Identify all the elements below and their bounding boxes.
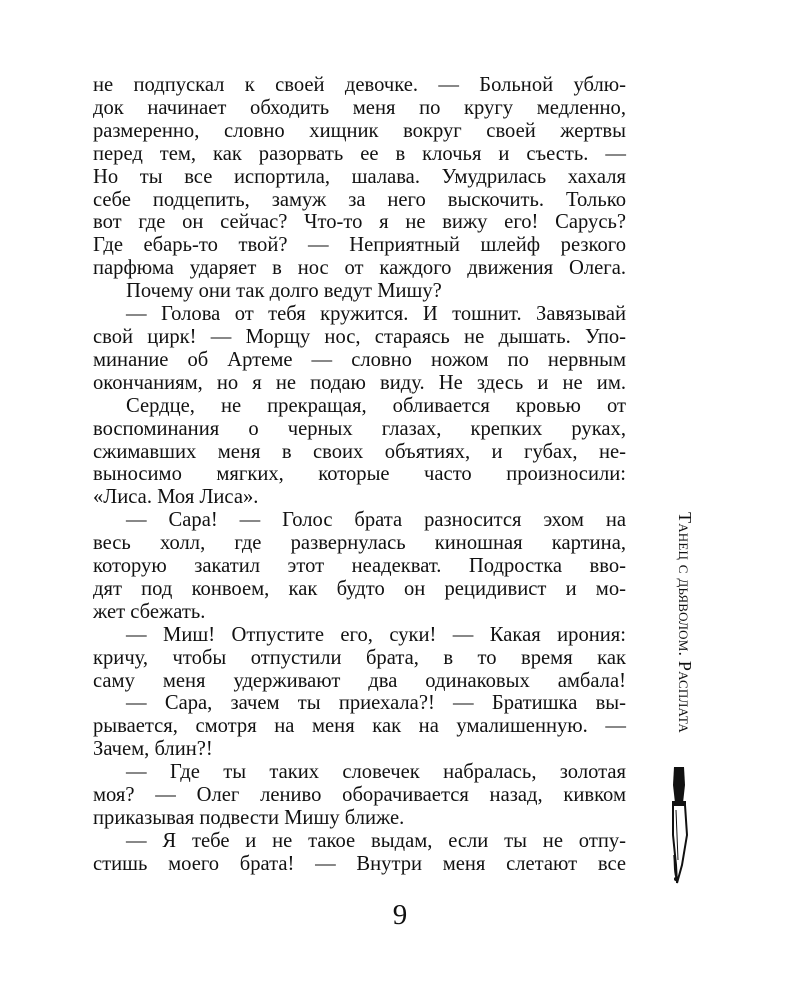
text-line: не подпускал к своей девочке. — Больной ублю- <box>93 74 626 96</box>
text-line: выносимо мягких, которые часто произносили: <box>93 463 626 486</box>
text-line: Почему они так долго ведут Мишу? <box>126 280 442 303</box>
knife-icon <box>660 765 696 885</box>
text-line: кричу, чтобы отпустили брата, в то время как <box>93 646 626 669</box>
text-line: «Лиса. Моя Лиса». <box>93 486 259 509</box>
page-number: 9 <box>392 899 408 931</box>
text-line: — Миш! Отпустите его, суки! — Какая ирония: <box>126 623 626 646</box>
running-title: Танец с дьяволом. Расплата <box>675 512 695 734</box>
text-line: — Сара, зачем ты приехала?! — Братишка вы- <box>126 692 626 715</box>
text-line: Но ты все испортила, шалава. Умудрилась хахаля <box>93 165 626 188</box>
text-line: парфюма ударяет в нос от каждого движения Олега. <box>93 257 626 280</box>
text-line: Зачем, блин?! <box>93 738 213 761</box>
text-line: саму меня удерживают два одинаковых амбала! <box>93 669 626 692</box>
text-line: док начинает обходить меня по кругу медленно, <box>93 96 626 119</box>
text-line: весь холл, где развернулась киношная картина, <box>93 532 626 555</box>
text-line: жет сбежать. <box>93 600 206 623</box>
text-line: свой цирк! — Морщу нос, стараясь не дышать. Упо- <box>93 325 626 348</box>
text-line: стишь моего брата! — Внутри меня слетают все <box>93 852 626 875</box>
text-line: вот где он сейчас? Что-то я не вижу его! Сарусь? <box>93 211 626 234</box>
text-line: которую закатил этот неадекват. Подростка вво- <box>93 555 626 578</box>
text-line: — Сара! — Голос брата разносится эхом на <box>126 509 626 532</box>
text-line: минание об Артеме — словно ножом по нервным <box>93 348 626 371</box>
text-line: — Я тебе и не такое выдам, если ты не отпу- <box>126 829 626 852</box>
text-line: Где ебарь-то твой? — Неприятный шлейф резкого <box>93 234 626 257</box>
text-line: размеренно, словно хищник вокруг своей жертвы <box>93 119 626 142</box>
text-line: моя? — Олег лениво оборачивается назад, кивком <box>93 784 626 807</box>
text-line: перед тем, как разорвать ее в клочья и съесть. — <box>93 142 626 165</box>
text-line: сжимавших меня в своих объятиях, и губах, не- <box>93 440 626 463</box>
text-line: дят под конвоем, как будто он рецидивист и мо- <box>93 577 626 600</box>
text-line: рывается, смотря на меня как на умалишенную. — <box>93 715 626 738</box>
text-line: воспоминания о черных глазах, крепких руках, <box>93 417 626 440</box>
text-line: Сердце, не прекращая, обливается кровью от <box>126 394 626 417</box>
body-text <box>93 74 626 876</box>
text-line: приказывая подвести Мишу ближе. <box>93 807 405 829</box>
text-line: окончаниям, но я не подаю виду. Не здесь и не им. <box>93 371 626 394</box>
text-line: — Голова от тебя кружится. И тошнит. Завязывай <box>126 303 626 326</box>
text-line: себе подцепить, замуж за него выскочить. Только <box>93 188 626 211</box>
text-line: — Где ты таких словечек набралась, золотая <box>126 761 626 784</box>
